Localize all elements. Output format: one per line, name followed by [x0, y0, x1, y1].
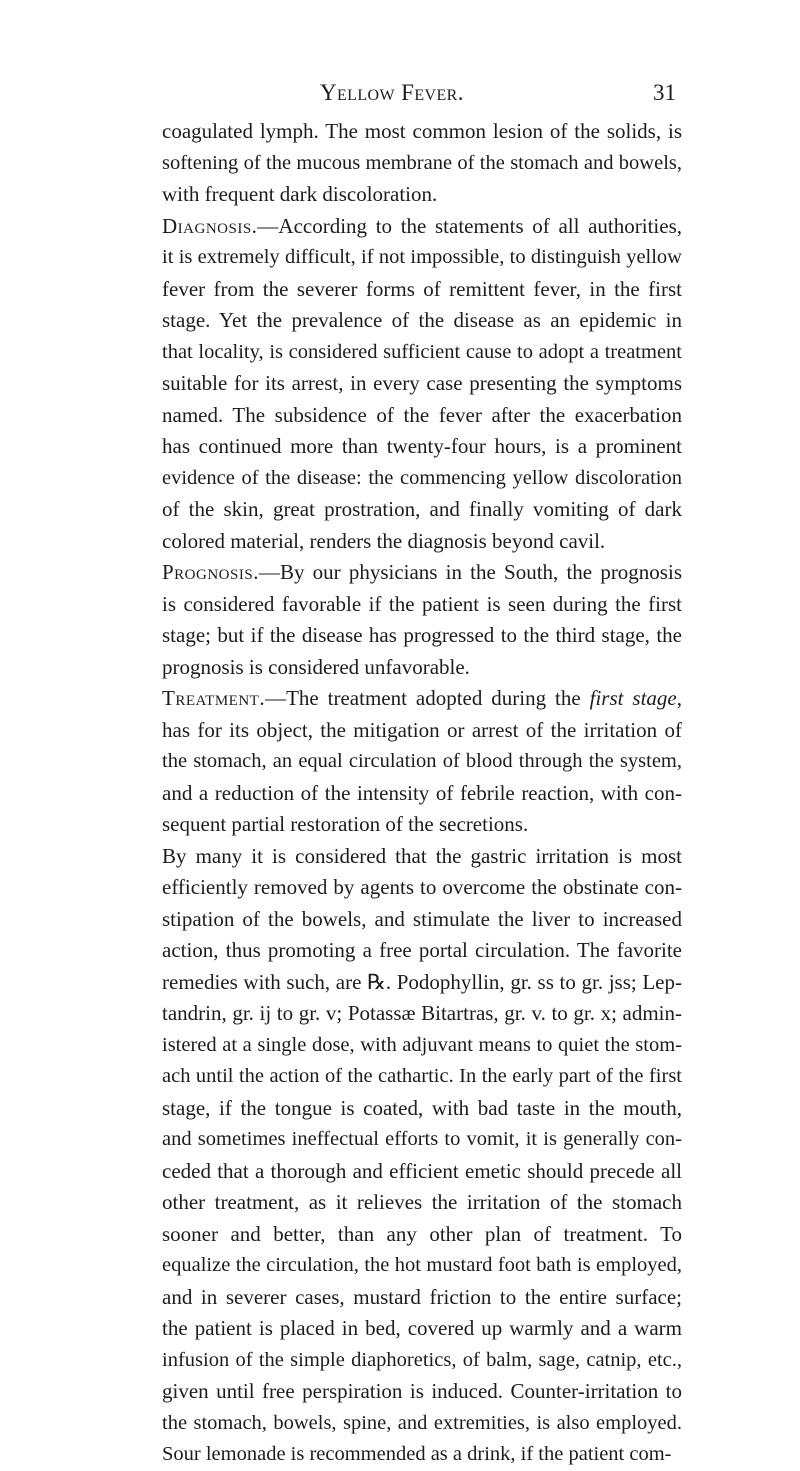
text-line	[162, 809, 682, 841]
text-line	[162, 1156, 682, 1188]
text-line	[162, 620, 682, 652]
line-text: the stomach, bowels, spine, and extremities, is also employed.	[162, 1411, 682, 1434]
line-text: efficiently removed by agents to overcome the obstinate con-	[162, 875, 682, 899]
page-number: 31	[653, 80, 676, 105]
text-line	[162, 211, 682, 243]
section-heading: Prognosis.	[162, 560, 259, 584]
line-text: sooner and better, than any other plan of treatment. To	[162, 1221, 682, 1246]
line-text: ceded that a thorough and efficient emetic should precede all	[162, 1158, 682, 1183]
text-line	[162, 746, 682, 778]
line-text: tandrin, gr. ij to gr. v; Potassæ Bitartras, gr. v. to gr. x; admin-	[162, 1001, 682, 1025]
text-line	[162, 242, 682, 274]
text-line	[162, 305, 682, 337]
line-text: and a reduction of the intensity of febrile reaction, with con-	[162, 780, 682, 805]
line-text: fever from the severer forms of remittent fever, in the first	[162, 276, 682, 301]
line-text: —By our physicians in the South, the prognosis	[258, 560, 682, 584]
line-tail: ,	[676, 686, 682, 710]
text-line	[162, 998, 682, 1030]
text-line	[162, 1376, 682, 1408]
text-line	[162, 589, 682, 621]
text-line	[162, 1282, 682, 1314]
line-text: prognosis is considered unfavorable.	[162, 654, 470, 679]
line-text: stage. Yet the prevalence of the disease as an epidemic in	[162, 308, 682, 332]
text-line	[162, 935, 682, 967]
line-text: stage; but if the disease has progressed to the third stage, the	[162, 623, 682, 647]
line-text: istered at a single dose, with adjuvant means to quiet the stom-	[162, 1033, 682, 1056]
section-heading: Diagnosis.	[162, 213, 258, 238]
text-line	[162, 557, 682, 589]
text-line	[162, 1439, 682, 1471]
text-line	[162, 1124, 682, 1156]
text-line	[162, 1030, 682, 1062]
line-text: sequent partial restoration of the secretions.	[162, 812, 529, 836]
running-head	[160, 76, 676, 110]
running-title: Yellow Fever.	[320, 80, 464, 105]
text-line	[162, 841, 682, 873]
line-text: —According to the statements of all authorities,	[257, 213, 682, 238]
text-line	[162, 526, 682, 558]
text-line	[162, 400, 682, 432]
line-text: is considered favorable if the patient is seen during the first	[162, 591, 682, 616]
line-text: —The treatment adopted during the	[265, 686, 590, 710]
line-text: Sour lemonade is recommended as a drink, if the patient com-	[162, 1443, 672, 1465]
text-line	[162, 179, 682, 211]
line-text: coagulated lymph. The most common lesion of the solids, is	[162, 119, 682, 143]
line-text: equalize the circulation, the hot mustard foot bath is employed,	[162, 1254, 682, 1276]
line-text: and sometimes ineffectual efforts to vomit, it is generally con-	[162, 1128, 682, 1150]
text-line	[162, 1313, 682, 1345]
text-line	[162, 1219, 682, 1251]
line-text: it is extremely difficult, if not impossible, to distinguish yellow	[162, 246, 682, 268]
text-line	[162, 904, 682, 936]
text-line	[162, 1187, 682, 1219]
line-text: By many it is considered that the gastric irritation is most	[162, 843, 682, 868]
text-line	[162, 652, 682, 684]
text-line	[162, 463, 682, 495]
text-line	[162, 116, 682, 148]
line-text: and in severer cases, mustard friction to the entire surface;	[162, 1284, 682, 1309]
line-text: other treatment, as it relieves the irritation of the stomach	[162, 1190, 682, 1214]
text-line	[162, 1345, 682, 1377]
line-text: with frequent dark discoloration.	[162, 182, 438, 206]
text-line	[162, 494, 682, 526]
line-text: of the skin, great prostration, and finally vomiting of dark	[162, 497, 682, 521]
line-text: the stomach, an equal circulation of blood through the system,	[162, 750, 682, 772]
text-line	[162, 715, 682, 747]
line-text: given until free perspiration is induced. Counter-irritation to	[162, 1379, 682, 1403]
text-line	[162, 368, 682, 400]
text-line	[162, 683, 682, 715]
section-heading: Treatment.	[162, 686, 266, 710]
text-line	[162, 778, 682, 810]
text-line	[162, 967, 682, 999]
line-text: has continued more than twenty-four hours, is a prominent	[162, 434, 682, 458]
line-text: evidence of the disease: the commencing yellow discoloration	[162, 466, 682, 489]
emphasis: first stage	[589, 686, 677, 710]
text-line	[162, 872, 682, 904]
text-line	[162, 1408, 682, 1440]
text-line	[162, 337, 682, 369]
text-line	[162, 1093, 682, 1125]
line-text: stipation of the bowels, and stimulate the liver to increased	[162, 906, 682, 931]
text-line	[162, 274, 682, 306]
text-line	[162, 148, 682, 180]
line-text: remedies with such, are ℞. Podophyllin, gr. ss to gr. jss; Lep-	[162, 969, 682, 994]
line-text: infusion of the simple diaphoretics, of balm, sage, catnip, etc.,	[162, 1348, 682, 1371]
line-text: named. The subsidence of the fever after the exacerbation	[162, 402, 682, 427]
line-text: the patient is placed in bed, covered up warmly and a warm	[162, 1316, 682, 1340]
line-text: colored material, renders the diagnosis beyond cavil.	[162, 528, 606, 553]
line-text: stage, if the tongue is coated, with bad taste in the mouth,	[162, 1095, 682, 1120]
line-text: has for its object, the mitigation or arrest of the irritation of	[162, 717, 682, 742]
line-text: softening of the mucous membrane of the stomach and bowels,	[162, 151, 682, 174]
text-line	[162, 431, 682, 463]
line-text: ach until the action of the cathartic. In the early part of the first	[162, 1065, 682, 1087]
line-text: action, thus promoting a free portal circulation. The favorite	[162, 938, 682, 962]
text-line	[162, 1250, 682, 1282]
text-line	[162, 1061, 682, 1093]
line-text: that locality, is considered sufficient cause to adopt a treatment	[162, 340, 682, 363]
line-text: suitable for its arrest, in every case presenting the symptoms	[162, 371, 682, 395]
body-text	[162, 116, 682, 1471]
